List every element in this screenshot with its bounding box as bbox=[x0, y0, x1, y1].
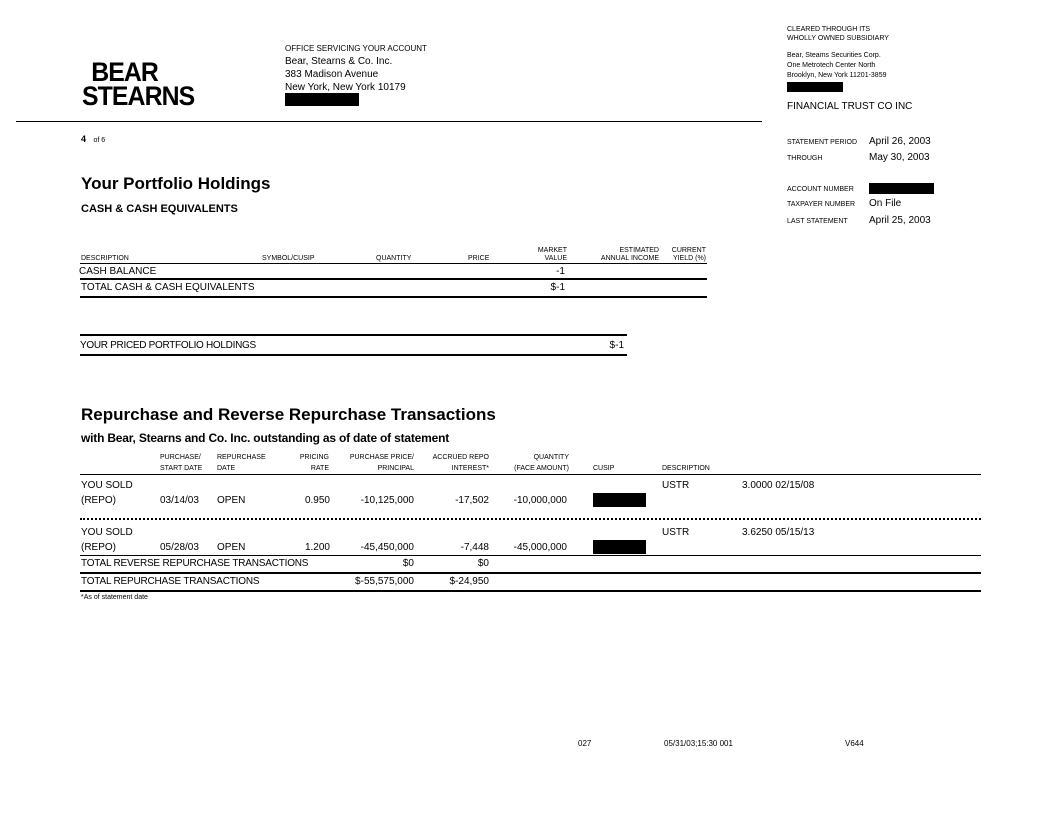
repo-row-1-desc-terms: 3.0000 02/15/08 bbox=[742, 480, 815, 491]
total-reverse-label: TOTAL REVERSE REPURCHASE TRANSACTIONS bbox=[81, 558, 309, 569]
cash-balance-label: CASH BALANCE bbox=[79, 266, 157, 277]
footer-code-1: 027 bbox=[578, 739, 592, 748]
cash-balance-value: -1 bbox=[556, 266, 565, 277]
repo-col-description: DESCRIPTION bbox=[662, 465, 710, 472]
repo-col-price-2: PRINCIPAL bbox=[377, 465, 414, 472]
repo-col-pricing-1: PRICING bbox=[299, 454, 329, 461]
col-description-header: DESCRIPTION bbox=[81, 255, 129, 262]
repo-col-price-1: PURCHASE PRICE/ bbox=[349, 454, 414, 461]
holdings-subtitle: CASH & CASH EQUIVALENTS bbox=[81, 203, 238, 215]
last-statement-label: LAST STATEMENT bbox=[787, 218, 848, 225]
repo-col-pricing-2: RATE bbox=[310, 465, 329, 472]
repo-col-purchase-2: START DATE bbox=[160, 465, 203, 472]
repo-row-1-quantity: -10,000,000 bbox=[513, 495, 567, 506]
repo-row-1-rate: 0.950 bbox=[304, 495, 330, 506]
bear-stearns-logo bbox=[82, 57, 195, 111]
redacted-cusip bbox=[593, 540, 646, 554]
total-reverse-interest: $0 bbox=[477, 558, 489, 569]
repo-total-bottom-rule bbox=[80, 590, 981, 592]
repo-col-accrued-2: INTEREST* bbox=[451, 465, 489, 472]
repo-row-2-interest: -7,448 bbox=[460, 542, 489, 553]
redacted-block bbox=[285, 93, 359, 106]
repo-row-2-rate: 1.200 bbox=[304, 542, 330, 553]
repo-col-quantity-2: (FACE AMOUNT) bbox=[514, 465, 569, 472]
repo-row-2-quantity: -45,000,000 bbox=[513, 542, 567, 553]
last-statement-value: April 25, 2003 bbox=[869, 215, 931, 226]
col-market-header-1: MARKET bbox=[537, 247, 567, 254]
office-label: OFFICE SERVICING YOUR ACCOUNT bbox=[285, 44, 427, 53]
repo-col-repurchase-2: DATE bbox=[217, 465, 236, 472]
clearing-city: Brooklyn, New York 11201-3859 bbox=[787, 72, 887, 79]
total-bottom-rule bbox=[80, 296, 707, 298]
repo-row-1-interest: -17,502 bbox=[455, 495, 489, 506]
footer-timestamp: 05/31/03;15:30 001 bbox=[664, 739, 733, 748]
col-market-header-2: VALUE bbox=[544, 255, 567, 262]
holdings-title: Your Portfolio Holdings bbox=[81, 174, 271, 193]
repo-row-1-type: (REPO) bbox=[81, 495, 116, 506]
page-of: of 6 bbox=[93, 137, 106, 144]
repo-row-2-principal: -45,450,000 bbox=[360, 542, 414, 553]
clearing-name: Bear, Steams Securities Corp. bbox=[787, 52, 881, 59]
statement-period-start: April 26, 2003 bbox=[869, 136, 931, 147]
total-repo-label: TOTAL REPURCHASE TRANSACTIONS bbox=[81, 576, 260, 587]
statement-period-label: STATEMENT PERIOD bbox=[787, 139, 858, 146]
repo-col-purchase-1: PURCHASE/ bbox=[160, 454, 201, 461]
col-quantity-header: QUANTITY bbox=[376, 255, 412, 262]
header-divider bbox=[16, 121, 762, 122]
logo-line-2: STEARNS bbox=[82, 81, 195, 111]
priced-bottom-rule bbox=[80, 354, 627, 356]
repo-row-1-repurchase-date: OPEN bbox=[217, 495, 246, 506]
repo-row-2-type: (REPO) bbox=[81, 542, 116, 553]
repo-col-quantity-1: QUANTITY bbox=[533, 454, 569, 461]
priced-top-rule bbox=[80, 334, 627, 336]
total-cash-value: $-1 bbox=[550, 282, 565, 293]
redacted-account-number bbox=[869, 183, 934, 194]
total-repo-principal: $-55,575,000 bbox=[355, 576, 414, 587]
repo-col-cusip: CUSIP bbox=[593, 465, 615, 472]
repo-row-2-repurchase-date: OPEN bbox=[217, 542, 246, 553]
office-name: Bear, Stearns & Co. Inc. bbox=[285, 56, 393, 67]
holdings-header-rule bbox=[80, 263, 707, 264]
redacted-block bbox=[787, 82, 843, 92]
repo-row-2-action: YOU SOLD bbox=[81, 527, 133, 538]
total-top-rule bbox=[80, 278, 707, 280]
clearing-line-2: WHOLLY OWNED SUBSIDIARY bbox=[787, 35, 889, 42]
page-number: 4 bbox=[81, 134, 87, 144]
footnote: *As of statement date bbox=[81, 594, 148, 601]
col-yield-header-1: CURRENT bbox=[671, 247, 706, 254]
taxpayer-number-label: TAXPAYER NUMBER bbox=[787, 201, 856, 208]
office-street: 383 Madison Avenue bbox=[285, 69, 379, 80]
footer-code-2: V644 bbox=[845, 739, 864, 748]
repo-row-1-start-date: 03/14/03 bbox=[160, 495, 199, 506]
col-yield-header-2: YIELD (%) bbox=[672, 255, 706, 262]
repo-row-2-desc-issuer: USTR bbox=[662, 527, 690, 538]
redacted-cusip bbox=[593, 493, 646, 507]
repo-col-accrued-1: ACCRUED REPO bbox=[432, 454, 489, 461]
total-repo-interest: $-24,950 bbox=[449, 576, 489, 587]
page-indicator bbox=[81, 129, 105, 147]
col-symbol-header: SYMBOL/CUSIP bbox=[262, 255, 315, 262]
repo-total-top-rule bbox=[80, 572, 981, 574]
col-income-header-2: ANNUAL INCOME bbox=[600, 255, 659, 262]
repo-row-2-start-date: 05/28/03 bbox=[160, 542, 199, 553]
office-city: New York, New York 10179 bbox=[285, 82, 406, 93]
total-cash-label: TOTAL CASH & CASH EQUIVALENTS bbox=[81, 282, 255, 293]
repo-subtitle: with Bear, Stearns and Co. Inc. outstanding as of date of statement bbox=[81, 431, 449, 445]
account-number-label: ACCOUNT NUMBER bbox=[787, 186, 854, 193]
total-reverse-principal: $0 bbox=[402, 558, 414, 569]
repo-row-1-action: YOU SOLD bbox=[81, 480, 133, 491]
repo-row-2-desc-terms: 3.6250 05/15/13 bbox=[742, 527, 815, 538]
client-name: FINANCIAL TRUST CO INC bbox=[787, 101, 913, 112]
priced-holdings-value: $-1 bbox=[609, 340, 624, 351]
clearing-line-1: CLEARED THROUGH ITS bbox=[787, 26, 871, 33]
col-income-header-1: ESTIMATED bbox=[619, 247, 659, 254]
col-price-header: PRICE bbox=[468, 255, 490, 262]
logo-line-1: BEAR bbox=[91, 57, 158, 87]
repo-header-rule bbox=[80, 474, 981, 475]
row-separator bbox=[80, 518, 981, 520]
statement-period-end: May 30, 2003 bbox=[869, 152, 930, 163]
through-label: THROUGH bbox=[787, 155, 823, 162]
priced-holdings-label: YOUR PRICED PORTFOLIO HOLDINGS bbox=[80, 340, 256, 351]
repo-row-1-principal: -10,125,000 bbox=[360, 495, 414, 506]
clearing-street: One Metrotech Center North bbox=[787, 62, 876, 69]
reverse-total-top-rule bbox=[80, 555, 981, 556]
repo-col-repurchase-1: REPURCHASE bbox=[217, 454, 266, 461]
repo-row-1-desc-issuer: USTR bbox=[662, 480, 690, 491]
taxpayer-number-value: On File bbox=[869, 198, 902, 209]
repo-title: Repurchase and Reverse Repurchase Transactions bbox=[81, 405, 496, 424]
